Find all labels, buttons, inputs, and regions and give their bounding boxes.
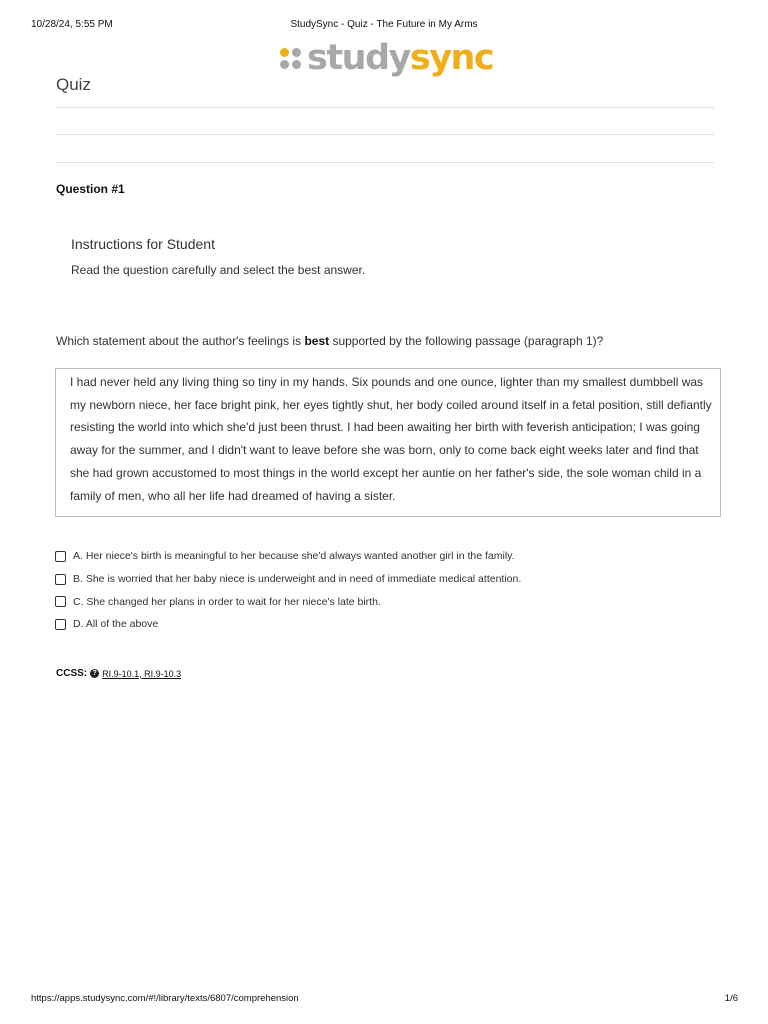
logo-sync-text: sync [409, 38, 494, 78]
answer-option-a[interactable] [55, 545, 715, 568]
passage-excerpt: I had never held any living thing so tiny in my hands. Six pounds and one ounce, lighter than my smallest dumbbell was my newborn niece, her face bright pink, her eyes tightly shut, her body coiled around itself in a fetal position, still defiantly resisting the world into which she'd just been thrust. I had been awaiting her birth with feverish anticipation; I was going away for the summer, and I didn't want to leave before she was born, only to come back eight weeks later and find that she had grown accustomed to most things in the world except her auntie on her father's side, the sole woman child in a family of men, who all her life had dreamed of having a sister. [55, 368, 721, 517]
answer-option-d[interactable] [55, 613, 715, 636]
logo-wordmark [307, 38, 493, 78]
page-title: Quiz [56, 75, 91, 94]
question-heading: Question #1 [56, 182, 125, 196]
instructions-text: Read the question carefully and select the best answer. [71, 263, 366, 277]
answer-option-label: D. All of the above [73, 618, 159, 631]
ccss-standards [56, 668, 181, 679]
answer-option-label: B. She is worried that her baby niece is underweight and in need of immediate medical attention. [73, 573, 522, 586]
logo-dot [280, 60, 289, 69]
answer-options [55, 545, 715, 636]
prompt-text-end: supported by the following passage (paragraph 1)? [329, 334, 604, 348]
checkbox[interactable] [55, 574, 66, 585]
print-header [0, 19, 768, 33]
checkbox[interactable] [55, 551, 66, 562]
ccss-label: CCSS: [56, 668, 88, 679]
question-prompt [56, 334, 603, 348]
logo-dots-icon [280, 48, 301, 69]
logo-study-text: study [307, 38, 410, 78]
answer-option-label: A. Her niece's birth is meaningful to her because she'd always wanted another girl in the family. [73, 550, 515, 563]
ccss-standards-link[interactable]: RI.9-10.1, RI.9-10.3 [102, 668, 182, 679]
studysync-logo [280, 38, 493, 78]
checkbox[interactable] [55, 596, 66, 607]
divider [55, 107, 714, 108]
logo-dot [292, 60, 301, 69]
print-page-number: 1/6 [724, 993, 738, 1004]
answer-option-c[interactable] [55, 590, 715, 613]
answer-option-label: C. She changed her plans in order to wait for her niece's late birth. [73, 595, 381, 608]
print-datetime: 10/28/24, 5:55 PM [31, 19, 113, 30]
instructions-title: Instructions for Student [71, 236, 215, 252]
print-doc-title: StudySync - Quiz - The Future in My Arms [290, 19, 478, 30]
checkbox[interactable] [55, 619, 66, 630]
divider [55, 162, 714, 163]
print-url: https://apps.studysync.com/#!/library/texts/6807/comprehension [31, 993, 299, 1004]
logo-dot [292, 48, 301, 57]
prompt-emphasis: best [304, 334, 330, 348]
answer-option-b[interactable] [55, 568, 715, 591]
prompt-text-start: Which statement about the author's feelings is [56, 334, 305, 348]
divider [55, 134, 714, 135]
help-icon[interactable]: ? [90, 669, 99, 678]
logo-dot [280, 48, 289, 57]
